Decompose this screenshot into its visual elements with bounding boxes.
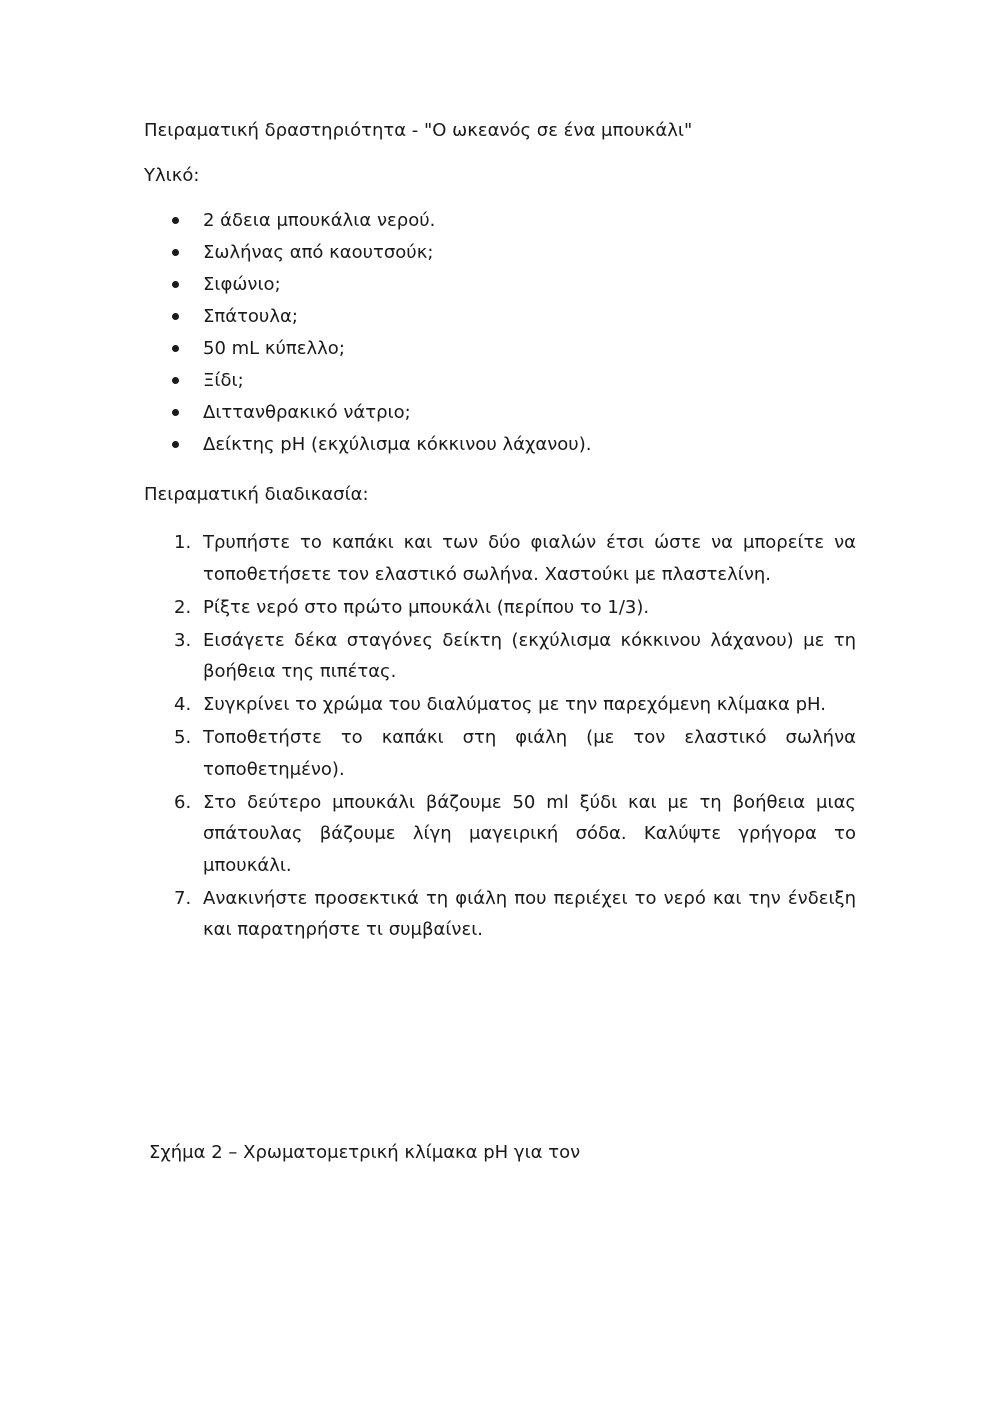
step-text: Στο δεύτερο μπουκάλι βάζουμε 50 ml ξύδι και με τη βοήθεια μιας σπάτουλας βάζουμε λίγη μαγειρική σόδα. Καλύψτε γρήγορα το μπουκάλι. (203, 791, 856, 876)
step-number: 5. (174, 727, 192, 748)
material-text: Διττανθρακικό νάτριο; (203, 402, 411, 423)
step-item (0, 592, 856, 624)
material-text: 2 άδεια μπουκάλια νερού. (203, 210, 436, 231)
bullet-icon (172, 313, 179, 320)
bullet-icon (172, 345, 179, 352)
step-item (0, 722, 856, 785)
materials-list (0, 209, 591, 465)
step-number: 7. (174, 887, 192, 909)
bullet-icon (172, 281, 179, 288)
material-text: Σιφώνιο; (203, 274, 281, 295)
list-item (0, 401, 591, 433)
step-item (0, 787, 856, 882)
step-text: Ανακινήστε προσεκτικά τη φιάλη που περιέχει το νερό και την ένδειξη και παρατηρήστε τι συμβαίνει. (203, 887, 856, 940)
step-number: 2. (174, 596, 192, 618)
list-item (0, 305, 591, 337)
step-item (0, 883, 856, 946)
step-number: 4. (174, 694, 192, 715)
list-item (0, 241, 591, 273)
step-item (0, 625, 856, 688)
procedure-heading: Πειραματική διαδικασία: (144, 484, 369, 505)
step-text: Συγκρίνει το χρώμα του διαλύματος με την παρεχόμενη κλίμακα pH. (203, 694, 826, 715)
step-number: 3. (174, 629, 192, 651)
material-text: Ξίδι; (203, 370, 244, 391)
materials-heading: Υλικό: (144, 165, 200, 186)
step-text: Ρίξτε νερό στο πρώτο μπουκάλι (περίπου το 1/3). (203, 596, 650, 618)
list-item (0, 209, 591, 241)
step-text: Εισάγετε δέκα σταγόνες δείκτη (εκχύλισμα κόκκινου λάχανου) με τη βοήθεια της πιπέτας. (203, 629, 856, 682)
bullet-icon (172, 249, 179, 256)
step-text: Τοποθετήστε το καπάκι στη φιάλη (με τον ελαστικό σωλήνα τοποθετημένο). (203, 727, 856, 780)
material-text: 50 mL κύπελλο; (203, 338, 345, 359)
bullet-icon (172, 409, 179, 416)
step-item (0, 527, 856, 590)
step-text: Τρυπήστε το καπάκι και των δύο φιαλών έτσι ώστε να μπορείτε να τοποθετήσετε τον ελαστικό σωλήνα. Χαστούκι με πλαστελίνη. (203, 532, 856, 585)
bullet-icon (172, 377, 179, 384)
step-number: 1. (174, 532, 192, 553)
page-title: Πειραματική δραστηριότητα - "Ο ωκεανός σε ένα μπουκάλι" (144, 120, 693, 141)
list-item (0, 337, 591, 369)
figure-caption: Σχήμα 2 – Χρωματομετρική κλίμακα pH για τον (149, 1142, 581, 1163)
list-item (0, 369, 591, 401)
step-number: 6. (174, 791, 192, 813)
procedure-steps-list (0, 527, 860, 947)
list-item (0, 433, 591, 465)
step-item (0, 689, 856, 721)
material-text: Σωλήνας από καουτσούκ; (203, 242, 434, 263)
material-text: Δείκτης pH (εκχύλισμα κόκκινου λάχανου). (203, 434, 592, 455)
material-text: Σπάτουλα; (203, 306, 298, 327)
list-item (0, 273, 591, 305)
bullet-icon (172, 441, 179, 448)
bullet-icon (172, 217, 179, 224)
